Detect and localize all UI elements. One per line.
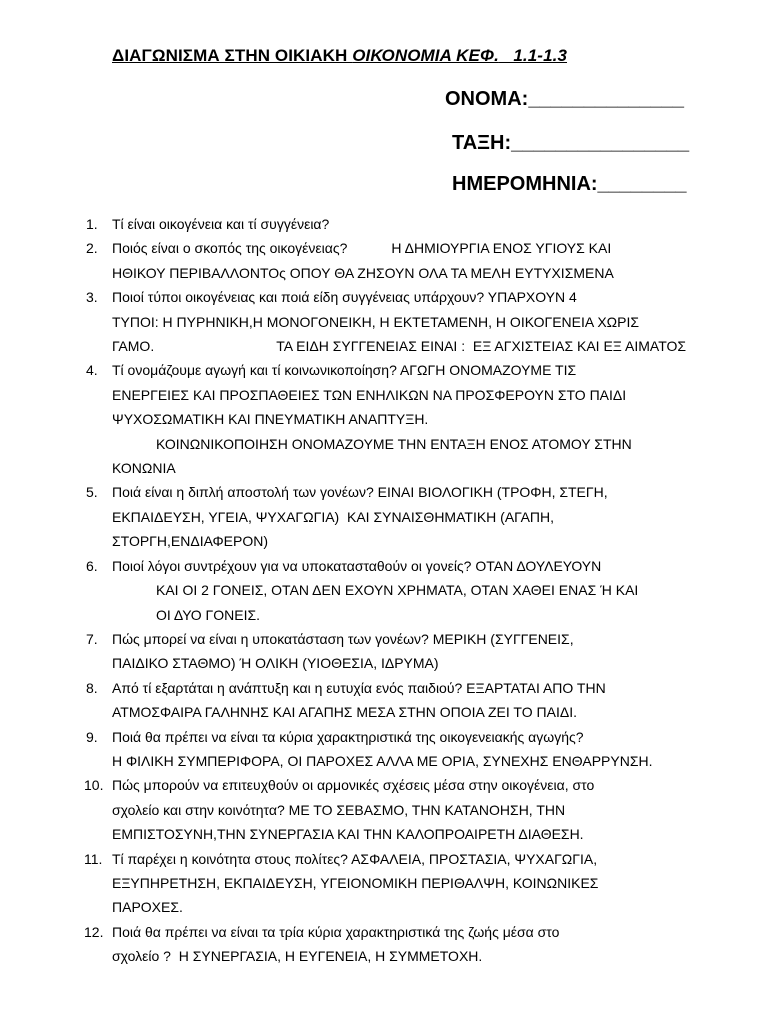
question-number: 6. <box>86 557 98 574</box>
answer-text: Η ΦΙΛΙΚΗ ΣΥΜΠΕΡΙΦΟΡΑ, ΟΙ ΠΑΡΟΧΕΣ ΑΛΛΑ ΜΕ ΟΡΙΑ, ΣΥΝΕΧΗΣ ΕΝΘΑΡΡΥΝΣΗ. <box>112 752 653 769</box>
question-number: 3. <box>86 289 98 306</box>
question-number: 12. <box>84 923 104 940</box>
question-item-8 <box>86 676 726 725</box>
title-part-c: 1.1-1.3 <box>498 46 568 65</box>
answer-text: ΤΥΠΟΙ: Η ΠΥΡΗΝΙΚΗ,Η ΜΟΝΟΓΟΝΕΙΚΗ, Η ΕΚΤΕΤΑΜΕΝΗ, Η ΟΙΚΟΓΕΝΕΙΑ ΧΩΡΙΣ <box>112 313 640 330</box>
question-number: 7. <box>86 630 98 647</box>
question-item-6 <box>86 554 726 627</box>
question-number: 4. <box>86 362 98 379</box>
question-text: Τί παρέχει η κοινότητα στους πολίτες? ΑΣΦΑΛΕΙΑ, ΠΡΟΣΤΑΣΙΑ, ΨΥΧΑΓΩΓΙΑ, <box>112 850 598 867</box>
title-part-b: ΟΙΚΟΝΟΜΙΑ ΚΕΦ. <box>352 46 499 65</box>
answer-text: ΚΟΙΝΩΝΙΚΟΠΟΙΗΣΗ ΟΝΟΜΑΖΟΥΜΕ ΤΗΝ ΕΝΤΑΞΗ ΕΝΟΣ ΑΤΟΜΟΥ ΣΤΗΝ <box>156 435 632 452</box>
question-text: Ποιά θα πρέπει να είναι τα κύρια χαρακτηριστικά της οικογενειακής αγωγής? <box>112 728 584 745</box>
date-field: ΗΜΕΡΟΜΗΝΙΑ:________ <box>452 173 687 195</box>
answer-text: ΣΤΟΡΓΗ,ΕΝΔΙΑΦΕΡΟΝ) <box>112 533 269 550</box>
answer-text: Η ΔΗΜΙΟΥΡΓΙΑ ΕΝΟΣ ΥΓΙΟΥΣ ΚΑΙ <box>391 240 612 257</box>
answer-text: ΑΤΜΟΣΦΑΙΡΑ ΓΑΛΗΝΗΣ ΚΑΙ ΑΓΑΠΗΣ ΜΕΣΑ ΣΤΗΝ ΟΠΟΙΑ ΖΕΙ ΤΟ ΠΑΙΔΙ. <box>112 704 577 721</box>
question-item-10 <box>86 773 726 846</box>
question-list <box>86 212 726 969</box>
question-item-1 <box>86 212 726 236</box>
answer-text: ΕΝΕΡΓΕΙΕΣ ΚΑΙ ΠΡΟΣΠΑΘΕΙΕΣ ΤΩΝ ΕΝΗΛΙΚΩΝ ΝΑ ΠΡΟΣΦΕΡΟΥΝ ΣΤΟ ΠΑΙΔΙ <box>112 386 627 403</box>
question-item-5 <box>86 480 726 553</box>
question-item-2 <box>86 236 726 285</box>
page-title <box>112 46 567 66</box>
answer-text: ΚΟΝΩΝΙΑ <box>112 460 176 477</box>
question-text: σχολείο και στην κοινότητα? ΜΕ ΤΟ ΣΕΒΑΣΜΟ, ΤΗΝ ΚΑΤΑΝΟΗΣΗ, ΤΗΝ <box>112 801 566 818</box>
answer-text: ΗΘΙΚΟΥ ΠΕΡΙΒΑΛΛΟΝΤΟς ΟΠΟΥ ΘΑ ΖΗΣΟΥΝ ΟΛΑ ΤΑ ΜΕΛΗ ΕΥΤΥΧΙΣΜΕΝΑ <box>112 264 614 281</box>
answer-text: ΕΚΠΑΙΔΕΥΣΗ, ΥΓΕΙΑ, ΨΥΧΑΓΩΓΙΑ) ΚΑΙ ΣΥΝΑΙΣΘΗΜΑΤΙΚΗ (ΑΓΑΠΗ, <box>112 508 555 525</box>
question-item-7 <box>86 627 726 676</box>
answer-text: ΤΑ ΕΙΔΗ ΣΥΓΓΕΝΕΙΑΣ ΕΙΝΑΙ : ΕΞ ΑΓΧΙΣΤΕΙΑΣ ΚΑΙ ΕΞ ΑΙΜΑΤΟΣ <box>276 338 687 355</box>
question-item-4 <box>86 358 726 480</box>
answer-text: ΠΑΙΔΙΚΟ ΣΤΑΘΜΟ) Ή ΟΛΙΚΗ (ΥΙΟΘΕΣΙΑ, ΙΔΡΥΜΑ) <box>112 655 439 672</box>
question-number: 5. <box>86 484 98 501</box>
answer-text: σχολείο ? Η ΣΥΝΕΡΓΑΣΙΑ, Η ΕΥΓΕΝΕΙΑ, Η ΣΥΜΜΕΤΟΧΗ. <box>112 948 483 965</box>
answer-text: ΠΑΡΟΧΕΣ. <box>112 899 183 916</box>
answer-text: ΨΥΧΟΣΩΜΑΤΙΚΗ ΚΑΙ ΠΝΕΥΜΑΤΙΚΗ ΑΝΑΠΤΥΞΗ. <box>112 411 429 428</box>
title-part-a: ΔΙΑΓΩΝΙΣΜΑ ΣΤΗΝ ΟΙΚΙΑΚΗ <box>112 46 353 65</box>
question-item-12 <box>86 920 726 969</box>
question-item-9 <box>86 725 726 774</box>
answer-text: ΓΑΜΟ. <box>112 338 155 355</box>
name-field: ΟΝΟΜΑ:______________ <box>445 88 685 110</box>
question-text: Ποιά θα πρέπει να είναι τα τρία κύρια χαρακτηριστικά της ζωής μέσα στο <box>112 923 560 940</box>
answer-text: ΚΑΙ ΟΙ 2 ΓΟΝΕΙΣ, ΟΤΑΝ ΔΕΝ ΕΧΟΥΝ ΧΡΗΜΑΤΑ, ΟΤΑΝ ΧΑΘΕΙ ΕΝΑΣ Ή ΚΑΙ <box>156 582 639 599</box>
question-number: 8. <box>86 679 98 696</box>
question-number: 2. <box>86 240 98 257</box>
answer-text: ΟΙ ΔΥΟ ΓΟΝΕΙΣ. <box>156 606 261 623</box>
question-number: 1. <box>86 216 98 232</box>
question-text: Ποιοί λόγοι συντρέχουν για να υποκατασταθούν οι γονείς? ΟΤΑΝ ΔΟΥΛΕΥΟΥΝ <box>112 557 602 574</box>
question-item-3 <box>86 285 726 358</box>
question-number: 11. <box>84 850 103 867</box>
question-text: Τί είναι οικογένεια και τί συγγένεια? <box>112 216 330 232</box>
question-text: Ποιά είναι η διπλή αποστολή των γονέων? ΕΙΝΑΙ ΒΙΟΛΟΓΙΚΗ (ΤΡΟΦΗ, ΣΤΕΓΗ, <box>112 484 608 501</box>
question-text: Τί ονομάζουμε αγωγή και τί κοινωνικοποίηση? ΑΓΩΓΗ ΟΝΟΜΑΖΟΥΜΕ ΤΙΣ <box>112 362 577 379</box>
question-text: Ποιοί τύποι οικογένειας και ποιά είδη συγγένειας υπάρχουν? ΥΠΑΡΧΟΥΝ 4 <box>112 289 577 306</box>
question-text: Πώς μπορεί να είναι η υποκατάσταση των γονέων? ΜΕΡΙΚΗ (ΣΥΓΓΕΝΕΙΣ, <box>112 630 574 647</box>
question-number: 10. <box>84 777 104 794</box>
question-item-11 <box>86 847 726 920</box>
answer-text: ΕΜΠΙΣΤΟΣΥΝΗ,ΤΗΝ ΣΥΝΕΡΓΑΣΙΑ ΚΑΙ ΤΗΝ ΚΑΛΟΠΡΟΑΙΡΕΤΗ ΔΙΑΘΕΣΗ. <box>112 826 584 843</box>
question-text: Από τί εξαρτάται η ανάπτυξη και η ευτυχία ενός παιδιού? ΕΞΑΡΤΑΤΑΙ ΑΠΟ ΤΗΝ <box>112 679 606 696</box>
answer-text: ΕΞΥΠΗΡΕΤΗΣΗ, ΕΚΠΑΙΔΕΥΣΗ, ΥΓΕΙΟΝΟΜΙΚΗ ΠΕΡΙΘΑΛΨΗ, ΚΟΙΝΩΝΙΚΕΣ <box>112 874 599 891</box>
question-text: Πώς μπορούν να επιτευχθούν οι αρμονικές σχέσεις μέσα στην οικογένεια, στο <box>112 777 595 794</box>
class-field: ΤΑΞΗ:________________ <box>452 132 690 154</box>
question-number: 9. <box>86 728 98 745</box>
question-text: Ποιός είναι ο σκοπός της οικογένειας? <box>112 240 348 257</box>
